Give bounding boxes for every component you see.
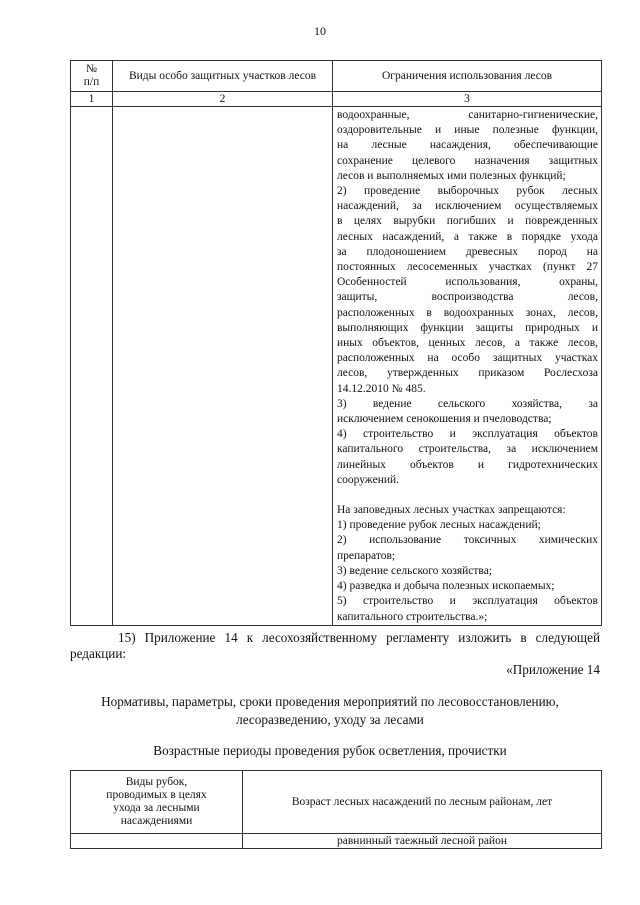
text-line: защиты, воспроизводства лесов, (337, 291, 598, 304)
header-line: проводимых в целях (106, 789, 207, 801)
text-line: в целях вырубки погибших и поврежденных (337, 215, 598, 228)
header-cutting-types (71, 771, 243, 834)
text-line: 14.12.2010 № 485. (337, 382, 426, 395)
table-row (71, 107, 602, 626)
column-number-2: 2 (113, 92, 333, 107)
row-area-type-cell (113, 107, 333, 626)
text-line: 1) проведение рубок лесных насаждений; (337, 519, 541, 532)
text-line: постоянных лесосеменных участках (пункт 27 (337, 261, 598, 274)
text-line: иных объектов, ценных лесов, а также лесов, (337, 337, 598, 350)
section-heading-line1: Нормативы, параметры, сроки проведения мероприятий по лесовосстановлению, (101, 694, 559, 709)
text-line: расположенных в водоохранных зонах, лесов, (337, 306, 598, 319)
header-area-types: Виды особо защитных участков лесов (113, 61, 333, 92)
header-number: № п/п (71, 61, 113, 92)
restrictions-cell (333, 107, 602, 626)
table-header-row (71, 61, 602, 92)
text-line: 2) использование токсичных химических (337, 534, 598, 547)
appendix-label: «Приложение 14 (506, 662, 600, 677)
text-line: Особенностей использования, охраны, (337, 276, 598, 289)
text-line: капитального строительства, за исключением (337, 443, 598, 456)
header-line: Виды рубок, (125, 776, 188, 788)
text-line: за плодоношением древесных пород на (337, 245, 598, 258)
restrictions-text (333, 107, 601, 625)
row-number-cell (71, 107, 113, 626)
text-line: линейных объектов и гидротехнических (337, 458, 598, 471)
column-number-1: 1 (71, 92, 113, 107)
subsection-heading: Возрастные периоды проведения рубок осветления, прочистки (153, 743, 507, 758)
text-line: 5) строительство и эксплуатация объектов (337, 595, 598, 608)
column-number-3: 3 (333, 92, 602, 107)
text-line: на лесные насаждения, обеспечивающие (337, 139, 598, 152)
text-line: 3) ведение сельского хозяйства; (337, 564, 493, 577)
page-number: 10 (314, 24, 326, 38)
text-line: лесных насаждений, а также в порядке ухода (337, 230, 598, 243)
text-line: сохранение целевого назначения защитных (337, 154, 598, 167)
column-number-row (71, 92, 602, 107)
text-line: препаратов; (337, 549, 396, 562)
text-line: капитального строительства.»; (337, 610, 488, 623)
section-heading-line2: лесоразведению, уходу за лесами (236, 712, 424, 727)
text-line: 2) проведение выборочных рубок лесных (337, 185, 598, 198)
header-stand-age: Возраст лесных насаждений по лесным районам, лет (243, 771, 602, 834)
header-line: ухода за лесными (113, 802, 200, 814)
text-line: выполняющих функции защиты природных и (337, 321, 598, 334)
table-header-row (71, 771, 602, 834)
table-row (71, 834, 602, 849)
text-line: сооружений. (337, 473, 400, 486)
amendment-paragraph-line1: 15) Приложение 14 к лесохозяйственному регламенту изложить в следующей (118, 630, 600, 645)
text-line: насаждений, за исключением осуществляемых (337, 200, 598, 213)
thinning-age-table (70, 770, 602, 849)
blank-line (337, 488, 598, 503)
forest-region-label: равнинный таежный лесной район (243, 834, 602, 849)
text-line: оздоровительные и иные полезные функции, (337, 124, 598, 137)
empty-cell (71, 834, 243, 849)
text-line: 4) разведка и добыча полезных ископаемых; (337, 580, 555, 593)
text-line: лесов и выполняемых ими полезных функций; (337, 169, 566, 182)
text-line: исключением сенокошения и пчеловодства; (337, 413, 552, 426)
text-line: 3) ведение сельского хозяйства, за (337, 397, 598, 410)
text-line: водоохранные, санитарно-гигиенические, (337, 109, 598, 121)
text-line: На заповедных лесных участках запрещаются: (337, 504, 566, 517)
amendment-paragraph-line2: редакции: (70, 646, 127, 661)
amendment-paragraph (70, 630, 600, 662)
text-line: расположенных на особо защитных участках (337, 352, 598, 365)
header-line: насаждениями (120, 815, 193, 827)
protective-areas-table (70, 60, 602, 626)
text-line: 4) строительство и эксплуатация объектов (337, 428, 598, 441)
header-restrictions: Ограничения использования лесов (333, 61, 602, 92)
section-heading (60, 693, 600, 729)
text-line: лесов, утвержденных приказом Рослесхоза (337, 367, 598, 380)
